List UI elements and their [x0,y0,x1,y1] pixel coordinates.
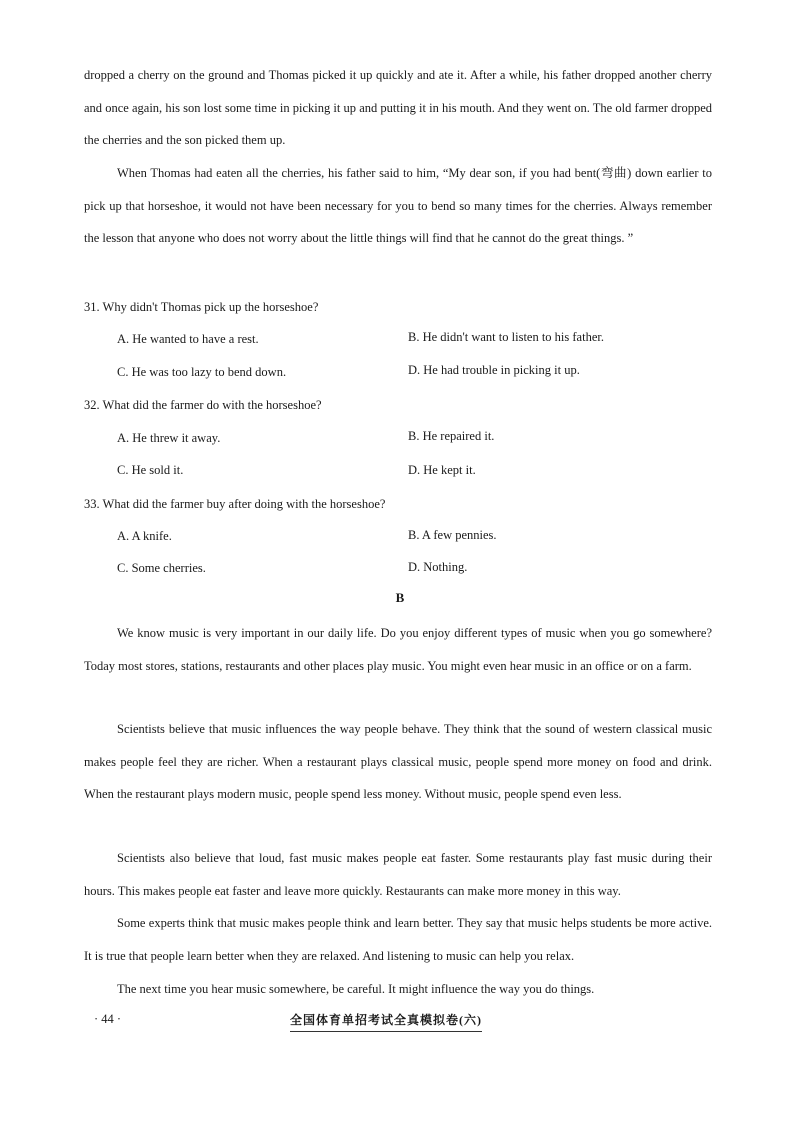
section-heading: B [395,590,405,605]
passage-b-paragraph: The next time you hear music somewhere, be careful. It might influence the way you do things. [117,982,595,996]
question-stem: 32. What did the farmer do with the horseshoe? [84,398,322,412]
passage-b-paragraph: We know music is very important in our daily life. Do you enjoy different types of music when you go somewhere? Today most stores, stations, restaurants and other places play music. You might even hear music in an office or on a farm. [84,626,712,673]
book-title: 全国体育单招考试全真模拟卷(六) [290,1013,482,1027]
option-d: D. He had trouble in picking it up. [408,363,580,377]
passage-b-paragraph: Scientists also believe that loud, fast music makes people eat faster. Some restaurants play fast music during their hours. This makes people eat faster and leave more quickly. Restaurants can make more money in this way. [84,851,712,898]
page-number: · 44 · [94,1012,122,1026]
option-a: A. He threw it away. [117,431,221,445]
option-c: C. He was too lazy to bend down. [117,365,287,379]
question-stem: 31. Why didn't Thomas pick up the horseshoe? [84,300,319,314]
option-a: A. He wanted to have a rest. [117,332,259,346]
option-d: D. He kept it. [408,463,476,477]
passage-b-paragraph: Scientists believe that music influences the way people behave. They think that the sound of western classical music makes people feel they are richer. When a restaurant plays classical music, people spend more money on food and drink. When the restaurant plays modern music, people spend less money. Without music, people spend even less. [84,722,712,801]
option-b: B. He repaired it. [408,429,495,443]
option-b: B. A few pennies. [408,528,497,542]
option-d: D. Nothing. [408,560,468,574]
option-c: C. Some cherries. [117,561,206,575]
option-c: C. He sold it. [117,463,184,477]
option-b: B. He didn't want to listen to his father. [408,330,604,344]
passage-a-paragraph: dropped a cherry on the ground and Thomas picked it up quickly and ate it. After a while, his father dropped another cherry and once again, his son lost some time in picking it up and putting it in his mouth. And they went on. The old farmer dropped the cherries and the son picked them up. [84,68,712,147]
passage-a-paragraph: When Thomas had eaten all the cherries, his father said to him, “My dear son, if you had bent(弯曲) down earlier to pick up that horseshoe, it would not have been necessary for you to bend so many times for the cherries. Always remember the lesson that anyone who does not worry about the little things will find that he cannot do the great things. ” [84,166,712,245]
question-stem: 33. What did the farmer buy after doing with the horseshoe? [84,497,386,511]
option-a: A. A knife. [117,529,172,543]
footer-underline [290,1031,482,1032]
passage-b-paragraph: Some experts think that music makes people think and learn better. They say that music helps students be more active. It is true that people learn better when they are relaxed. And listening to music can help you relax. [84,916,712,963]
